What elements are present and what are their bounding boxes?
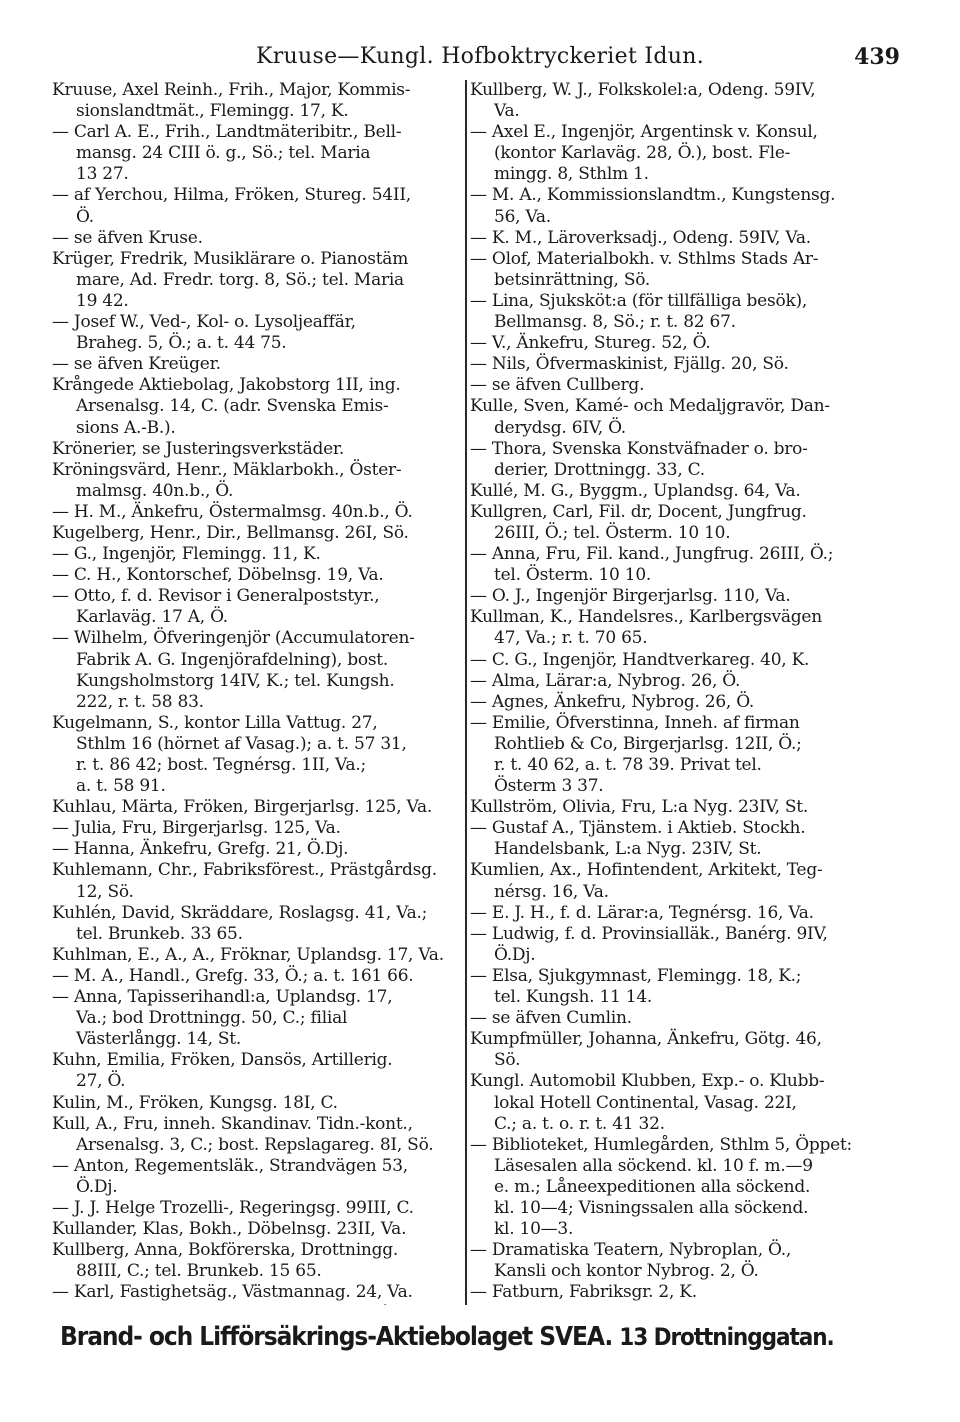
directory-line: 12, Sö. <box>76 881 134 902</box>
column-divider <box>465 80 467 1305</box>
directory-line: — M. A., Handl., Grefg. 33, Ö.; a. t. 161 66. <box>52 965 414 986</box>
directory-line: Va.; bod Drottningg. 50, C.; filial <box>76 1008 348 1029</box>
footer-company: Brand- och Lifförsäkrings-Aktiebolaget SVEA. <box>60 1322 613 1352</box>
directory-line: Rohtlieb & Co, Birgerjarlsg. 12II, Ö.; <box>494 733 802 754</box>
directory-line: kl. 10—4; Visningssalen alla söckend. <box>494 1197 809 1218</box>
directory-line: derier, Drottningg. 33, C. <box>494 459 705 480</box>
directory-line: — Hanna, Änkefru, Grefg. 21, Ö.Dj. <box>52 839 349 860</box>
directory-line: — Fatburn, Fabriksgr. 2, K. <box>470 1282 697 1303</box>
directory-line: 27, Ö. <box>76 1071 126 1092</box>
directory-line: — Ludwig, f. d. Provinsialläk., Banérg. 9IV, <box>470 923 828 944</box>
directory-line: — Agnes, Änkefru, Nybrog. 26, Ö. <box>470 691 755 712</box>
directory-line: mansg. 24 CIII ö. g., Sö.; tel. Maria <box>76 143 371 164</box>
directory-line: — Josef W., Ved-, Kol- o. Lysoljeaffär, <box>52 312 356 333</box>
directory-line: Bellmansg. 8, Sö.; r. t. 82 67. <box>494 312 736 333</box>
directory-line: malmsg. 40n.b., Ö. <box>76 480 234 501</box>
directory-line: Krönerier, se Justeringsverkstäder. <box>52 438 345 459</box>
directory-line: Kulle, Sven, Kamé- och Medaljgravör, Dan- <box>470 396 830 417</box>
directory-line: 26III, Ö.; tel. Österm. 10 10. <box>494 522 731 543</box>
directory-line: Handelsbank, L:a Nyg. 23IV, St. <box>494 839 762 860</box>
directory-line: Kröningsvärd, Henr., Mäklarbokh., Öster- <box>52 459 402 480</box>
directory-line: r. t. 86 42; bost. Tegnérsg. 1II, Va.; <box>76 755 367 775</box>
directory-line: Kansli och kontor Nybrog. 2, Ö. <box>494 1261 759 1282</box>
directory-line: — Anna, Fru, Fil. kand., Jungfrug. 26III, Ö.; <box>470 544 834 565</box>
directory-line: Kuhlemann, Chr., Fabriksförest., Prästgårdsg. <box>52 860 437 881</box>
directory-line: — Nils, Öfvermaskinist, Fjällg. 20, Sö. <box>470 354 789 375</box>
directory-line: Kullgren, Carl, Fil. dr, Docent, Jungfrug. <box>470 501 807 522</box>
directory-line: nérsg. 16, Va. <box>494 881 609 902</box>
directory-line: — G., Ingenjör, Flemingg. 11, K. <box>52 544 321 565</box>
directory-line: Ö.Dj. <box>494 944 536 965</box>
directory-line: — K. M., Läroverksadj., Odeng. 59IV, Va. <box>470 227 811 248</box>
directory-line: sions A.-B.). <box>76 417 176 438</box>
directory-line: tel. Kungsh. 11 14. <box>494 987 653 1008</box>
directory-line: 47, Va.; r. t. 70 65. <box>494 628 648 649</box>
directory-line: — J. J. Helge Trozelli-, Regeringsg. 99III, C. <box>52 1197 414 1218</box>
directory-line: — Lina, Sjuksköt:a (för tillfälliga besök), <box>470 290 808 311</box>
directory-line: — M. A., Kommissionslandtm., Kungstensg. <box>470 185 836 206</box>
directory-line: Kuhlman, E., A., A., Fröknar, Uplandsg. 17, Va. <box>52 944 444 965</box>
left-column <box>52 80 462 1305</box>
page-number: 439 <box>854 44 900 70</box>
directory-line: — Anna, Tapisserihandl:a, Uplandsg. 17, <box>52 987 393 1008</box>
directory-line: Fabrik A. G. Ingenjörafdelning), bost. <box>76 649 389 670</box>
directory-line: 222, r. t. 58 83. <box>76 691 204 712</box>
directory-line: — Wilhelm, Öfveringenjör (Accumulatoren- <box>52 628 415 649</box>
directory-line: Kungl. Automobil Klubben, Exp.- o. Klubb- <box>470 1071 825 1092</box>
right-column <box>470 80 910 1305</box>
directory-line: Ö. <box>76 206 94 227</box>
directory-line: — E. J. H., f. d. Lärar:a, Tegnérsg. 16, Va. <box>470 902 814 923</box>
directory-line: Kullander, Klas, Bokh., Döbelnsg. 23II, Va. <box>52 1219 407 1240</box>
directory-line: Braheg. 5, Ö.; a. t. 44 75. <box>76 333 287 354</box>
page-header <box>60 44 900 84</box>
directory-line: — Karl, Fastighetsäg., Västmannag. 24, Va. <box>52 1282 413 1303</box>
directory-line: — se äfven Kruse. <box>52 227 203 248</box>
directory-line: Kullberg, W. J., Folkskolel:a, Odeng. 59IV, <box>470 80 816 100</box>
directory-line: Kuhn, Emilia, Fröken, Dansös, Artillerig. <box>52 1050 393 1071</box>
directory-line: Kullé, M. G., Byggm., Uplandsg. 64, Va. <box>470 480 801 501</box>
directory-line: mingg. 8, Sthlm 1. <box>494 164 649 185</box>
directory-line: Arsenalsg. 14, C. (adr. Svenska Emis- <box>76 396 389 417</box>
directory-line: Sthlm 16 (hörnet af Vasag.); a. t. 57 31, <box>76 733 407 754</box>
directory-line: — Elsa, Sjukgymnast, Flemingg. 18, K.; <box>470 965 802 986</box>
directory-line: — Olof, Materialbokh. v. Sthlms Stads Ar- <box>470 248 819 269</box>
directory-line <box>52 1303 462 1305</box>
directory-line: 56, Va. <box>494 206 551 227</box>
directory-line: — Anton, Regementsläk., Strandvägen 53, <box>52 1155 408 1176</box>
directory-line: Kuhlén, David, Skräddare, Roslagsg. 41, Va.; <box>52 902 428 923</box>
footer-advertisement <box>60 1322 834 1352</box>
directory-line: tel. Brunkeb. 33 65. <box>76 923 243 944</box>
directory-line: Kumlien, Ax., Hofintendent, Arkitekt, Teg- <box>470 860 823 881</box>
directory-line: Krüger, Fredrik, Musiklärare o. Pianostäm <box>52 248 409 269</box>
directory-line: — Axel E., Ingenjör, Argentinsk v. Konsul, <box>470 122 818 143</box>
directory-line: Ö.Dj. <box>76 1176 118 1197</box>
directory-line: sionslandtmät., Flemingg. 17, K. <box>76 101 349 122</box>
directory-line: betsinrättning, Sö. <box>494 269 651 290</box>
directory-line: — Julia, Fru, Birgerjarlsg. 125, Va. <box>52 818 341 839</box>
directory-line: Karlaväg. 17 A, Ö. <box>76 607 228 628</box>
directory-line: — Gustaf A., Tjänstem. i Aktieb. Stockh. <box>470 818 806 839</box>
directory-line: — Alma, Lärar:a, Nybrog. 26, Ö. <box>470 670 741 691</box>
directory-line: — C. H., Kontorschef, Döbelnsg. 19, Va. <box>52 565 384 586</box>
directory-line: — se äfven Kreüger. <box>52 354 221 375</box>
directory-line: Kugelmann, S., kontor Lilla Vattug. 27, <box>52 712 378 733</box>
directory-line: (kontor Karlaväg. 28, Ö.), bost. Fle- <box>494 143 791 164</box>
directory-line: r. t. 40 62, a. t. 78 39. Privat tel. <box>494 755 762 775</box>
directory-line: mare, Ad. Fredr. torg. 8, Sö.; tel. Maria <box>76 269 404 290</box>
directory-line: — af Yerchou, Hilma, Fröken, Stureg. 54II, <box>52 185 411 206</box>
directory-line: — Emilie, Öfverstinna, Inneh. af firman <box>470 712 800 733</box>
directory-line: Sö. <box>494 1050 521 1071</box>
directory-line: Västerlångg. 14, St. <box>76 1029 242 1050</box>
directory-line <box>470 1303 910 1305</box>
directory-line: — se äfven Cullberg. <box>470 375 645 396</box>
directory-line: Österm 3 37. <box>494 776 604 797</box>
directory-line: Kullman, K., Handelsres., Karlbergsvägen <box>470 607 822 628</box>
directory-line: Kumpfmüller, Johanna, Änkefru, Götg. 46, <box>470 1029 822 1050</box>
directory-line: Kugelberg, Henr., Dir., Bellmansg. 26I, Sö. <box>52 522 409 543</box>
directory-line: — Dramatiska Teatern, Nybroplan, Ö., <box>470 1240 792 1261</box>
directory-line: — C. G., Ingenjör, Handtverkareg. 40, K. <box>470 649 810 670</box>
directory-line: Kull, A., Fru, inneh. Skandinav. Tidn.-kont., <box>52 1113 413 1134</box>
directory-line: — Otto, f. d. Revisor i Generalpoststyr., <box>52 586 380 607</box>
directory-line: — se äfven Cumlin. <box>470 1008 632 1029</box>
running-title: Kruuse—Kungl. Hofboktryckeriet Idun. <box>256 44 704 69</box>
directory-line: Va. <box>494 101 520 122</box>
directory-line: Kullström, Olivia, Fru, L:a Nyg. 23IV, St. <box>470 797 809 818</box>
directory-line: Kulin, M., Fröken, Kungsg. 18I, C. <box>52 1092 338 1113</box>
directory-line: — Thora, Svenska Konstväfnader o. bro- <box>470 438 808 459</box>
directory-line: e. m.; Låneexpeditionen alla söckend. <box>494 1176 811 1197</box>
directory-line: Kullberg, Anna, Bokförerska, Drottningg. <box>52 1240 399 1261</box>
directory-line: Kungsholmstorg 14IV, K.; tel. Kungsh. <box>76 670 395 691</box>
directory-line: — Carl A. E., Frih., Landtmäteribitr., Bell- <box>52 122 402 143</box>
directory-line: Kuhlau, Märta, Fröken, Birgerjarlsg. 125, Va. <box>52 797 433 818</box>
directory-line: Läsesalen alla söckend. kl. 10 f. m.—9 <box>494 1155 813 1176</box>
directory-line: — Biblioteket, Humlegården, Sthlm 5, Öppet: <box>470 1134 853 1155</box>
directory-line: 13 27. <box>76 164 129 185</box>
directory-line: Arsenalsg. 3, C.; bost. Repslagareg. 8I, Sö. <box>76 1134 434 1155</box>
directory-line: tel. Österm. 10 10. <box>494 565 652 586</box>
directory-line: a. t. 58 91. <box>76 776 166 797</box>
directory-line: 88III, C.; tel. Brunkeb. 15 65. <box>76 1261 322 1282</box>
directory-line: kl. 10—3. <box>494 1219 574 1240</box>
directory-line: Krångede Aktiebolag, Jakobstorg 1II, ing. <box>52 375 401 396</box>
directory-line: derydsg. 6IV, Ö. <box>494 417 626 438</box>
directory-line: C.; a. t. o. r. t. 41 32. <box>494 1113 665 1134</box>
directory-line: — H. M., Änkefru, Östermalmsg. 40n.b., Ö. <box>52 501 413 522</box>
directory-line: — V., Änkefru, Stureg. 52, Ö. <box>470 333 711 354</box>
footer-address: 13 Drottninggatan. <box>619 1323 834 1351</box>
directory-line: Kruuse, Axel Reinh., Frih., Major, Kommis- <box>52 80 411 100</box>
directory-line: — O. J., Ingenjör Birgerjarlsg. 110, Va. <box>470 586 791 607</box>
directory-line: 19 42. <box>76 290 129 311</box>
directory-line: lokal Hotell Continental, Vasag. 22I, <box>494 1092 797 1113</box>
